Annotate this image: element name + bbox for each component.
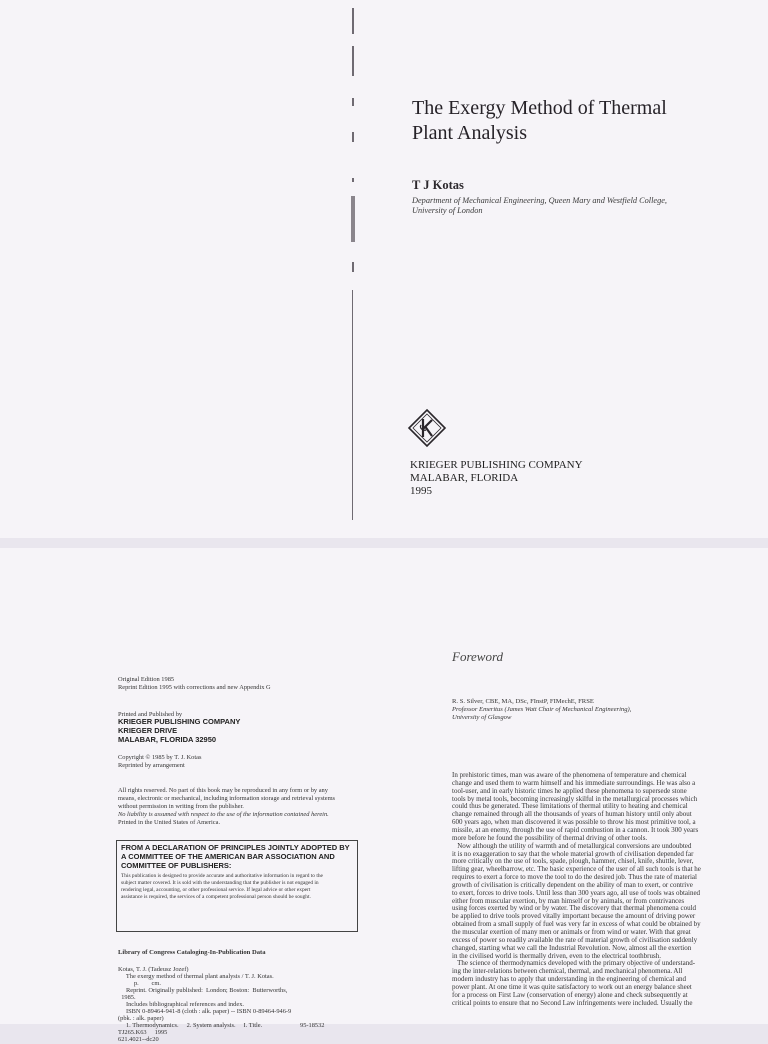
foreword-body-line: it is no exaggeration to say that the whole material growth of civilisation depended far [452,849,694,858]
publisher-name: KRIEGER PUBLISHING COMPANY [410,459,583,471]
foreword-body-line: excess of power so readily available the rate of material growth of civilisation suddenly [452,935,698,944]
foreword-body-line: either from muscular exertion, by man himself or by animals, or from contrivances [452,896,685,905]
declaration-text-4: assistance is required, the services of a competent professional person should be sought. [121,894,311,900]
foreword-body-line: the muscular exertion of many men or animals or from wind or water. With that great [452,928,691,936]
printer-city: MALABAR, FLORIDA 32950 [118,735,217,744]
reprint-line: Reprinted by arrangement [118,762,185,769]
krieger-logo-icon [407,408,447,448]
foreword-body-line: In prehistoric times, man was aware of the phenomena of temperature and chemical [452,771,687,779]
foreword-body-line: more critically on the use of tools, spade, plough, hammer, chisel, knife, shuttle, lever, [452,857,694,866]
foreword-heading: Foreword [452,649,504,664]
cip-line-6: Includes bibliographical references and index. [118,1001,244,1008]
foreword-author: R. S. Silver, CBE, MA, DSc, FInstP, FIMechE, FRSE [452,698,594,705]
foreword-body-line: lifting gear, wheelbarrow, etc. The basic experience of the user of all such tools is that he [452,865,701,874]
foreword-body-line: for a process on First Law (conservation of energy) alone and check subsequently at [452,990,688,999]
declaration-text-2: subject matter covered. It is sold with the understanding that the publisher is not engaged in [121,880,319,886]
foreword-body-line: tool-user, and in early historic times he applied these phenomena to supersede stone [452,786,687,795]
copyright-foreword-spread [0,548,768,1043]
foreword-body-line: Now although the utility of warmth and of metallurgical conversions are undoubted [452,841,692,850]
cip-line-11: 621.4021--dc20 [118,1036,159,1043]
cip-line-8: (pbk. : alk. paper) [118,1015,164,1022]
declaration-text-3: rendering legal, accounting, or other professional service. If legal advice or other expert [121,887,311,893]
publisher-city: MALABAR, FLORIDA [410,472,519,484]
cip-heading: Library of Congress Cataloging-In-Publication Data [118,949,266,956]
rights-line-2: means, electronic or mechanical, including information storage and retrieval systems [118,795,336,802]
rights-line-5: Printed in the United States of America. [118,819,221,826]
foreword-body-line: 600 years ago, when man discovered it was possible to throw his most primitive tool, a [452,818,696,827]
printed-by: Printed and Published by [118,711,183,718]
book-title-line-2: Plant Analysis [412,122,528,144]
cip-line-3: p. cm. [118,980,161,987]
rights-line-3: without permission in writing from the publisher. [118,803,244,810]
rights-line-4: No liability is assumed with respect to the use of the information contained herein. [118,811,329,818]
foreword-body-line: using forces exerted by wind or by water. The discovery that thermal phenomena could [452,904,697,913]
foreword-body-line: change and used them to warm himself and his immediate surroundings. He was also a [452,778,696,787]
cip-line-7: ISBN 0-89464-941-8 (cloth : alk. paper) -- ISBN 0-89464-946-9 [118,1008,292,1015]
foreword-body-line: requires to exert a force to move the tool to do the desired job. Thus the rate of material [452,873,697,882]
foreword-body-line: change remained through all the thousands of years of human history until only about [452,810,692,819]
cip-line-4: Reprint. Originally published: London; Boston: Butterworths, [118,987,288,994]
book-spine [346,0,360,538]
foreword-body-line: to exert, forces to drive tools. Until less than 300 years ago, all use of tools was obtained [452,888,701,897]
foreword-author-title: Professor Emeritus (James Watt Chair of Mechanical Engineering), [452,706,632,713]
printer-street: KRIEGER DRIVE [118,726,178,735]
foreword-body-line: obtained from a small supply of fuel was very far in excess of what could be obtained by [452,920,701,929]
foreword-body-line: be applied to drive tools proved vitally important because the amount of driving power [452,912,696,921]
foreword-body-line: in the civilised world is thermally driven, even to the electrical toothbrush. [452,951,661,960]
book-title-line-1: The Exergy Method of Thermal [412,97,667,119]
foreword-body-line: modern industry has to apply that understanding in the engineering of chemical and [452,975,687,984]
edition-line-1: Original Edition 1985 [118,676,175,683]
foreword-body-line: power plant. At one time it was quite satisfactory to work out an energy balance sheet [452,982,692,991]
foreword-author-university: University of Glasgow [452,714,512,721]
lccn-number: 95-18532 [300,1022,325,1029]
affiliation-line-2: University of London [412,206,483,215]
cip-line-9: 1. Thermodynamics. 2. System analysis. I. Title. [118,1022,263,1029]
declaration-heading-2: A COMMITTEE OF THE AMERICAN BAR ASSOCIATION AND [121,852,335,861]
foreword-body-line: critical points to ensure that no Second Law infringements were included. Usually the [452,998,693,1007]
affiliation-line-1: Department of Mechanical Engineering, Queen Mary and Westfield College, [412,196,667,205]
rights-line-1: All rights reserved. No part of this book may be reproduced in any form or by any [118,787,328,794]
declaration-heading-1: FROM A DECLARATION OF PRINCIPLES JOINTLY ADOPTED BY [121,843,350,852]
author: T J Kotas [412,178,464,192]
foreword-body-line: changed, starting what we call the Industrial Revolution. Now, almost all the exertion [452,943,692,952]
foreword-body-line: could thus be generated. These limitations of thermal utility to heating and chemical [452,802,688,811]
cip-line-5: 1985. [118,994,136,1001]
declaration-heading-3: COMMITTEE OF PUBLISHERS: [121,861,232,870]
foreword-body-line: missile, at an enemy, through the use of rapid combustion in a cannon. It took 300 years [452,825,699,834]
cip-line-10: TJ265.K63 1995 [118,1029,168,1036]
cip-line-1: Kotas, T. J. (Tadeusz Jozef) [118,966,189,973]
foreword-body-line: growth of civilisation is critically dependent on the ability of man to exert, or contrive [452,880,693,889]
printer-name: KRIEGER PUBLISHING COMPANY [118,717,241,726]
copyright-line: Copyright © 1985 by T. J. Kotas [118,754,202,761]
foreword-body-line: more before he found the possibility of thermal driving of other tools. [452,833,648,842]
cip-line-2: The exergy method of thermal plant analysis / T. J. Kotas. [118,973,274,980]
foreword-body-line: ing the inter-relations between chemical, thermal, and mechanical phenomena. All [452,967,683,976]
edition-line-2: Reprint Edition 1995 with corrections and new Appendix G [118,684,271,691]
publication-year: 1995 [410,485,432,497]
declaration-text-1: This publication is designed to provide accurate and authoritative information in regard to the [121,873,323,879]
foreword-body-line: The science of thermodynamics developed with the primary objective of understand- [452,959,696,968]
foreword-body-line: tools by metal tools, becoming increasingly skilful in the metallurgical processes which [452,794,698,803]
